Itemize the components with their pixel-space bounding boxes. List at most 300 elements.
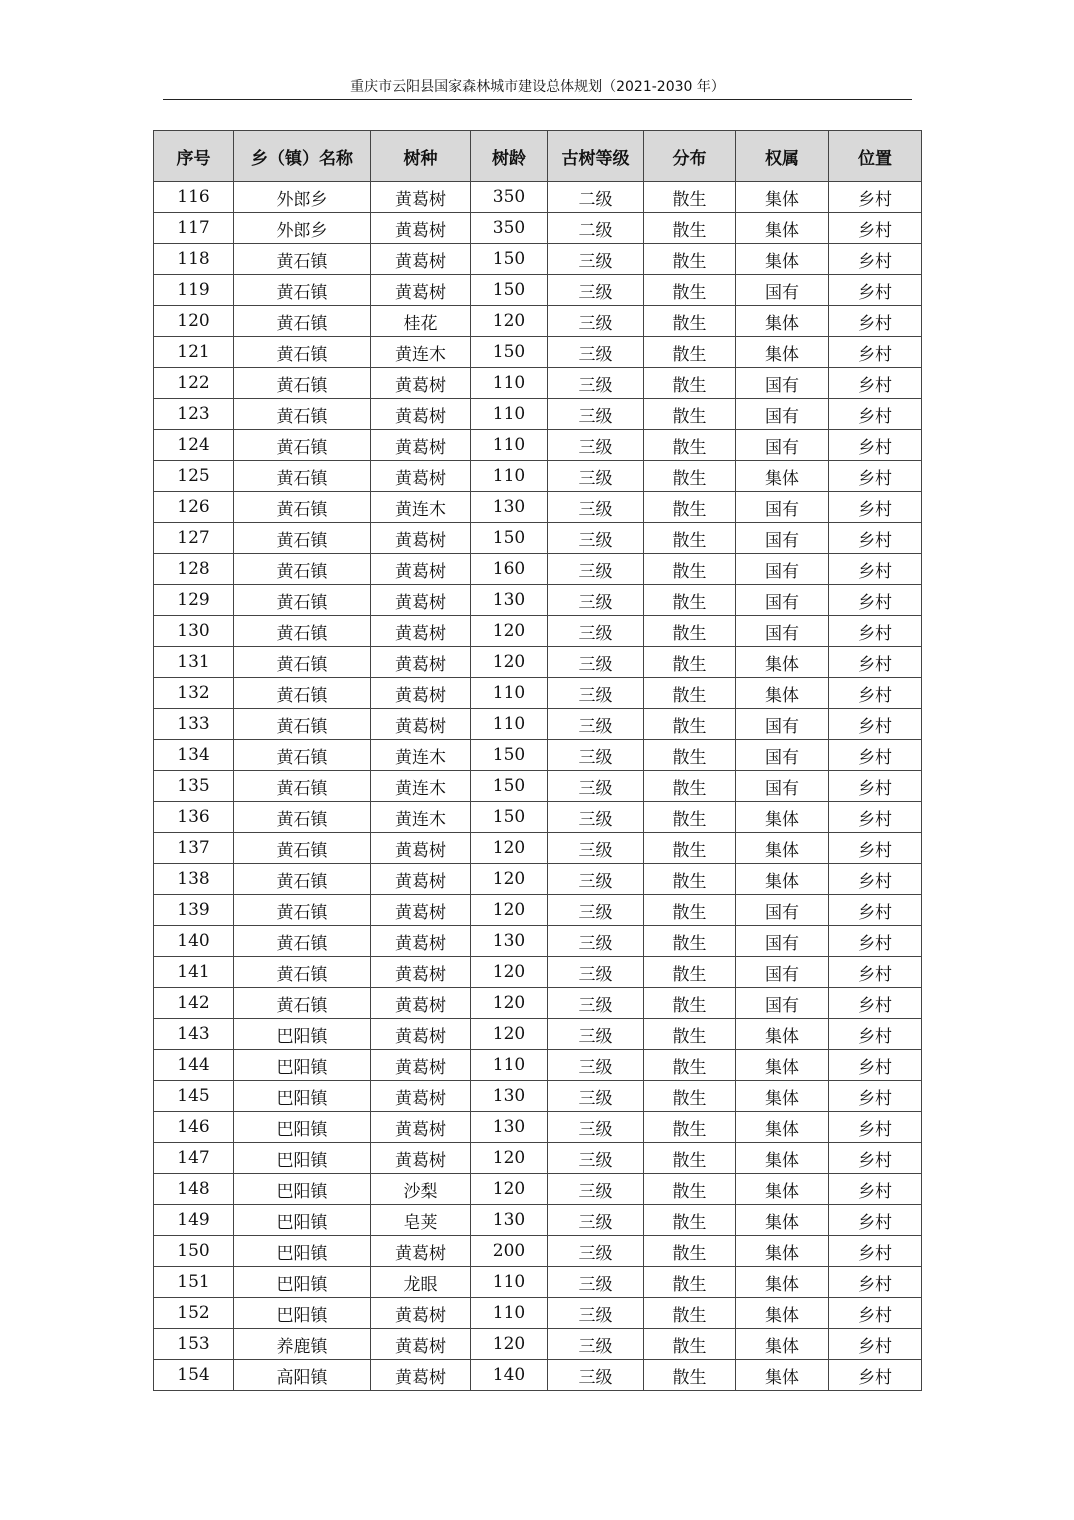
location-cell: 乡村	[829, 709, 922, 740]
grade-cell: 二级	[548, 182, 644, 213]
location-cell: 乡村	[829, 895, 922, 926]
species-cell: 龙眼	[371, 1267, 471, 1298]
grade-cell: 三级	[548, 1019, 644, 1050]
species-cell: 黄葛树	[371, 399, 471, 430]
species-cell: 黄葛树	[371, 616, 471, 647]
township-cell: 巴阳镇	[234, 1143, 371, 1174]
table-row	[154, 678, 922, 709]
township-cell: 黄石镇	[234, 833, 371, 864]
grade-cell: 三级	[548, 616, 644, 647]
township-cell: 黄石镇	[234, 647, 371, 678]
species-cell: 黄葛树	[371, 430, 471, 461]
table-row	[154, 926, 922, 957]
ownership-cell: 集体	[736, 1174, 829, 1205]
serial-cell: 150	[154, 1236, 234, 1267]
serial-cell: 135	[154, 771, 234, 802]
serial-cell: 153	[154, 1329, 234, 1360]
grade-cell: 三级	[548, 895, 644, 926]
location-cell: 乡村	[829, 1143, 922, 1174]
serial-cell: 132	[154, 678, 234, 709]
ownership-cell: 集体	[736, 213, 829, 244]
grade-cell: 三级	[548, 430, 644, 461]
species-cell: 黄连木	[371, 740, 471, 771]
age-cell: 150	[471, 244, 548, 275]
township-cell: 巴阳镇	[234, 1112, 371, 1143]
table-row	[154, 647, 922, 678]
ownership-cell: 集体	[736, 306, 829, 337]
township-cell: 巴阳镇	[234, 1174, 371, 1205]
township-cell: 黄石镇	[234, 957, 371, 988]
species-cell: 黄葛树	[371, 244, 471, 275]
age-cell: 120	[471, 895, 548, 926]
ownership-cell: 国有	[736, 492, 829, 523]
table-row	[154, 1050, 922, 1081]
serial-cell: 138	[154, 864, 234, 895]
distribution-cell: 散生	[644, 616, 736, 647]
age-cell: 150	[471, 337, 548, 368]
age-cell: 150	[471, 275, 548, 306]
age-cell: 120	[471, 647, 548, 678]
location-cell: 乡村	[829, 1329, 922, 1360]
serial-cell: 127	[154, 523, 234, 554]
age-cell: 110	[471, 1298, 548, 1329]
species-cell: 黄葛树	[371, 1236, 471, 1267]
distribution-cell: 散生	[644, 957, 736, 988]
grade-cell: 三级	[548, 461, 644, 492]
location-cell: 乡村	[829, 399, 922, 430]
distribution-cell: 散生	[644, 244, 736, 275]
serial-cell: 143	[154, 1019, 234, 1050]
grade-cell: 三级	[548, 709, 644, 740]
serial-cell: 125	[154, 461, 234, 492]
ownership-cell: 集体	[736, 244, 829, 275]
grade-cell: 三级	[548, 1205, 644, 1236]
distribution-cell: 散生	[644, 709, 736, 740]
ownership-cell: 集体	[736, 1050, 829, 1081]
column-header-ownership: 权属	[736, 131, 829, 182]
location-cell: 乡村	[829, 771, 922, 802]
species-cell: 黄葛树	[371, 678, 471, 709]
distribution-cell: 散生	[644, 1360, 736, 1391]
age-cell: 150	[471, 740, 548, 771]
age-cell: 200	[471, 1236, 548, 1267]
ownership-cell: 集体	[736, 802, 829, 833]
township-cell: 高阳镇	[234, 1360, 371, 1391]
serial-cell: 141	[154, 957, 234, 988]
age-cell: 140	[471, 1360, 548, 1391]
grade-cell: 三级	[548, 1298, 644, 1329]
township-cell: 黄石镇	[234, 678, 371, 709]
distribution-cell: 散生	[644, 802, 736, 833]
ownership-cell: 国有	[736, 957, 829, 988]
township-cell: 黄石镇	[234, 709, 371, 740]
ownership-cell: 集体	[736, 647, 829, 678]
age-cell: 150	[471, 523, 548, 554]
table-row	[154, 1236, 922, 1267]
serial-cell: 152	[154, 1298, 234, 1329]
age-cell: 130	[471, 926, 548, 957]
grade-cell: 三级	[548, 1174, 644, 1205]
township-cell: 黄石镇	[234, 430, 371, 461]
serial-cell: 116	[154, 182, 234, 213]
ownership-cell: 国有	[736, 771, 829, 802]
ownership-cell: 集体	[736, 864, 829, 895]
species-cell: 沙梨	[371, 1174, 471, 1205]
grade-cell: 三级	[548, 1236, 644, 1267]
table-row	[154, 306, 922, 337]
age-cell: 120	[471, 1143, 548, 1174]
species-cell: 黄葛树	[371, 895, 471, 926]
species-cell: 黄葛树	[371, 957, 471, 988]
distribution-cell: 散生	[644, 926, 736, 957]
location-cell: 乡村	[829, 740, 922, 771]
serial-cell: 119	[154, 275, 234, 306]
ownership-cell: 国有	[736, 430, 829, 461]
table-row	[154, 1360, 922, 1391]
grade-cell: 三级	[548, 988, 644, 1019]
location-cell: 乡村	[829, 1112, 922, 1143]
table-row	[154, 430, 922, 461]
location-cell: 乡村	[829, 306, 922, 337]
grade-cell: 三级	[548, 585, 644, 616]
township-cell: 外郎乡	[234, 182, 371, 213]
column-header-serial: 序号	[154, 131, 234, 182]
grade-cell: 三级	[548, 864, 644, 895]
distribution-cell: 散生	[644, 678, 736, 709]
township-cell: 黄石镇	[234, 244, 371, 275]
distribution-cell: 散生	[644, 492, 736, 523]
ancient-tree-table	[153, 130, 922, 1391]
location-cell: 乡村	[829, 1050, 922, 1081]
township-cell: 巴阳镇	[234, 1236, 371, 1267]
township-cell: 黄石镇	[234, 368, 371, 399]
header-divider	[163, 99, 912, 100]
age-cell: 130	[471, 1081, 548, 1112]
grade-cell: 三级	[548, 1081, 644, 1112]
distribution-cell: 散生	[644, 399, 736, 430]
township-cell: 巴阳镇	[234, 1050, 371, 1081]
species-cell: 黄连木	[371, 802, 471, 833]
ownership-cell: 集体	[736, 1267, 829, 1298]
species-cell: 黄葛树	[371, 1112, 471, 1143]
age-cell: 110	[471, 399, 548, 430]
serial-cell: 137	[154, 833, 234, 864]
grade-cell: 三级	[548, 244, 644, 275]
location-cell: 乡村	[829, 1205, 922, 1236]
location-cell: 乡村	[829, 988, 922, 1019]
distribution-cell: 散生	[644, 523, 736, 554]
table-row	[154, 957, 922, 988]
serial-cell: 134	[154, 740, 234, 771]
township-cell: 黄石镇	[234, 988, 371, 1019]
grade-cell: 三级	[548, 647, 644, 678]
location-cell: 乡村	[829, 1236, 922, 1267]
location-cell: 乡村	[829, 647, 922, 678]
age-cell: 160	[471, 554, 548, 585]
grade-cell: 二级	[548, 213, 644, 244]
species-cell: 黄葛树	[371, 585, 471, 616]
age-cell: 110	[471, 1050, 548, 1081]
ownership-cell: 国有	[736, 399, 829, 430]
serial-cell: 151	[154, 1267, 234, 1298]
township-cell: 外郎乡	[234, 213, 371, 244]
table-row	[154, 244, 922, 275]
age-cell: 130	[471, 1205, 548, 1236]
township-cell: 黄石镇	[234, 337, 371, 368]
serial-cell: 148	[154, 1174, 234, 1205]
grade-cell: 三级	[548, 678, 644, 709]
species-cell: 黄葛树	[371, 1050, 471, 1081]
serial-cell: 122	[154, 368, 234, 399]
distribution-cell: 散生	[644, 1019, 736, 1050]
serial-cell: 146	[154, 1112, 234, 1143]
species-cell: 黄葛树	[371, 1019, 471, 1050]
location-cell: 乡村	[829, 1298, 922, 1329]
table-row	[154, 833, 922, 864]
distribution-cell: 散生	[644, 1298, 736, 1329]
grade-cell: 三级	[548, 368, 644, 399]
table-row	[154, 709, 922, 740]
location-cell: 乡村	[829, 523, 922, 554]
species-cell: 黄葛树	[371, 833, 471, 864]
township-cell: 黄石镇	[234, 585, 371, 616]
serial-cell: 120	[154, 306, 234, 337]
ownership-cell: 国有	[736, 368, 829, 399]
ownership-cell: 集体	[736, 1112, 829, 1143]
serial-cell: 129	[154, 585, 234, 616]
township-cell: 黄石镇	[234, 895, 371, 926]
distribution-cell: 散生	[644, 771, 736, 802]
distribution-cell: 散生	[644, 647, 736, 678]
table-header-row	[154, 131, 922, 182]
age-cell: 120	[471, 833, 548, 864]
serial-cell: 147	[154, 1143, 234, 1174]
table-row	[154, 988, 922, 1019]
serial-cell: 139	[154, 895, 234, 926]
ownership-cell: 国有	[736, 554, 829, 585]
species-cell: 黄连木	[371, 337, 471, 368]
table-row	[154, 1298, 922, 1329]
serial-cell: 128	[154, 554, 234, 585]
age-cell: 110	[471, 461, 548, 492]
distribution-cell: 散生	[644, 1205, 736, 1236]
species-cell: 黄葛树	[371, 709, 471, 740]
distribution-cell: 散生	[644, 1267, 736, 1298]
ownership-cell: 集体	[736, 833, 829, 864]
table-row	[154, 1143, 922, 1174]
location-cell: 乡村	[829, 802, 922, 833]
distribution-cell: 散生	[644, 430, 736, 461]
distribution-cell: 散生	[644, 554, 736, 585]
location-cell: 乡村	[829, 554, 922, 585]
grade-cell: 三级	[548, 926, 644, 957]
location-cell: 乡村	[829, 244, 922, 275]
township-cell: 黄石镇	[234, 740, 371, 771]
species-cell: 黄连木	[371, 492, 471, 523]
species-cell: 黄葛树	[371, 1081, 471, 1112]
distribution-cell: 散生	[644, 1174, 736, 1205]
serial-cell: 121	[154, 337, 234, 368]
location-cell: 乡村	[829, 957, 922, 988]
species-cell: 黄葛树	[371, 368, 471, 399]
township-cell: 黄石镇	[234, 802, 371, 833]
serial-cell: 123	[154, 399, 234, 430]
table-row	[154, 461, 922, 492]
age-cell: 120	[471, 864, 548, 895]
species-cell: 黄葛树	[371, 213, 471, 244]
table-row	[154, 1329, 922, 1360]
grade-cell: 三级	[548, 771, 644, 802]
township-cell: 黄石镇	[234, 523, 371, 554]
location-cell: 乡村	[829, 616, 922, 647]
ownership-cell: 国有	[736, 523, 829, 554]
page-header-title: 重庆市云阳县国家森林城市建设总体规划（2021-2030 年）	[350, 79, 725, 95]
species-cell: 黄葛树	[371, 926, 471, 957]
township-cell: 黄石镇	[234, 275, 371, 306]
table-row	[154, 492, 922, 523]
age-cell: 110	[471, 430, 548, 461]
grade-cell: 三级	[548, 1267, 644, 1298]
ownership-cell: 集体	[736, 461, 829, 492]
table-row	[154, 771, 922, 802]
location-cell: 乡村	[829, 1360, 922, 1391]
distribution-cell: 散生	[644, 864, 736, 895]
location-cell: 乡村	[829, 430, 922, 461]
age-cell: 350	[471, 213, 548, 244]
table-row	[154, 368, 922, 399]
grade-cell: 三级	[548, 1112, 644, 1143]
serial-cell: 118	[154, 244, 234, 275]
column-header-age: 树龄	[471, 131, 548, 182]
grade-cell: 三级	[548, 833, 644, 864]
column-header-location: 位置	[829, 131, 922, 182]
age-cell: 150	[471, 802, 548, 833]
distribution-cell: 散生	[644, 740, 736, 771]
ownership-cell: 集体	[736, 1236, 829, 1267]
table-row	[154, 585, 922, 616]
age-cell: 110	[471, 1267, 548, 1298]
location-cell: 乡村	[829, 926, 922, 957]
age-cell: 120	[471, 306, 548, 337]
table-row	[154, 1019, 922, 1050]
distribution-cell: 散生	[644, 833, 736, 864]
table-row	[154, 399, 922, 430]
serial-cell: 140	[154, 926, 234, 957]
township-cell: 黄石镇	[234, 616, 371, 647]
age-cell: 110	[471, 709, 548, 740]
distribution-cell: 散生	[644, 337, 736, 368]
serial-cell: 126	[154, 492, 234, 523]
location-cell: 乡村	[829, 368, 922, 399]
age-cell: 150	[471, 771, 548, 802]
ownership-cell: 集体	[736, 1205, 829, 1236]
grade-cell: 三级	[548, 554, 644, 585]
distribution-cell: 散生	[644, 213, 736, 244]
location-cell: 乡村	[829, 864, 922, 895]
grade-cell: 三级	[548, 399, 644, 430]
township-cell: 黄石镇	[234, 492, 371, 523]
age-cell: 120	[471, 1019, 548, 1050]
grade-cell: 三级	[548, 1329, 644, 1360]
location-cell: 乡村	[829, 1267, 922, 1298]
ownership-cell: 集体	[736, 1360, 829, 1391]
distribution-cell: 散生	[644, 1329, 736, 1360]
distribution-cell: 散生	[644, 461, 736, 492]
distribution-cell: 散生	[644, 368, 736, 399]
township-cell: 巴阳镇	[234, 1298, 371, 1329]
distribution-cell: 散生	[644, 306, 736, 337]
age-cell: 110	[471, 368, 548, 399]
ownership-cell: 国有	[736, 926, 829, 957]
ownership-cell: 集体	[736, 182, 829, 213]
grade-cell: 三级	[548, 1050, 644, 1081]
township-cell: 黄石镇	[234, 461, 371, 492]
age-cell: 350	[471, 182, 548, 213]
township-cell: 黄石镇	[234, 771, 371, 802]
species-cell: 黄葛树	[371, 988, 471, 1019]
township-cell: 黄石镇	[234, 399, 371, 430]
table-row	[154, 1174, 922, 1205]
age-cell: 120	[471, 957, 548, 988]
column-header-distribution: 分布	[644, 131, 736, 182]
township-cell: 养鹿镇	[234, 1329, 371, 1360]
age-cell: 110	[471, 678, 548, 709]
location-cell: 乡村	[829, 213, 922, 244]
township-cell: 黄石镇	[234, 306, 371, 337]
species-cell: 黄连木	[371, 771, 471, 802]
species-cell: 黄葛树	[371, 1143, 471, 1174]
distribution-cell: 散生	[644, 585, 736, 616]
distribution-cell: 散生	[644, 1143, 736, 1174]
table-row	[154, 554, 922, 585]
table-row	[154, 895, 922, 926]
ownership-cell: 集体	[736, 1298, 829, 1329]
column-header-species: 树种	[371, 131, 471, 182]
table-row	[154, 1205, 922, 1236]
table-row	[154, 802, 922, 833]
location-cell: 乡村	[829, 492, 922, 523]
grade-cell: 三级	[548, 337, 644, 368]
age-cell: 120	[471, 616, 548, 647]
table-row	[154, 1081, 922, 1112]
species-cell: 黄葛树	[371, 182, 471, 213]
table-row	[154, 337, 922, 368]
ownership-cell: 集体	[736, 1329, 829, 1360]
location-cell: 乡村	[829, 833, 922, 864]
grade-cell: 三级	[548, 523, 644, 554]
table-row	[154, 1267, 922, 1298]
column-header-township: 乡（镇）名称	[234, 131, 371, 182]
distribution-cell: 散生	[644, 895, 736, 926]
township-cell: 黄石镇	[234, 864, 371, 895]
serial-cell: 133	[154, 709, 234, 740]
township-cell: 巴阳镇	[234, 1081, 371, 1112]
distribution-cell: 散生	[644, 1050, 736, 1081]
species-cell: 皂荚	[371, 1205, 471, 1236]
age-cell: 120	[471, 1174, 548, 1205]
ownership-cell: 国有	[736, 709, 829, 740]
species-cell: 黄葛树	[371, 1298, 471, 1329]
serial-cell: 130	[154, 616, 234, 647]
serial-cell: 149	[154, 1205, 234, 1236]
table-row	[154, 213, 922, 244]
ownership-cell: 集体	[736, 678, 829, 709]
ownership-cell: 国有	[736, 616, 829, 647]
township-cell: 黄石镇	[234, 554, 371, 585]
grade-cell: 三级	[548, 1143, 644, 1174]
species-cell: 黄葛树	[371, 1360, 471, 1391]
location-cell: 乡村	[829, 678, 922, 709]
